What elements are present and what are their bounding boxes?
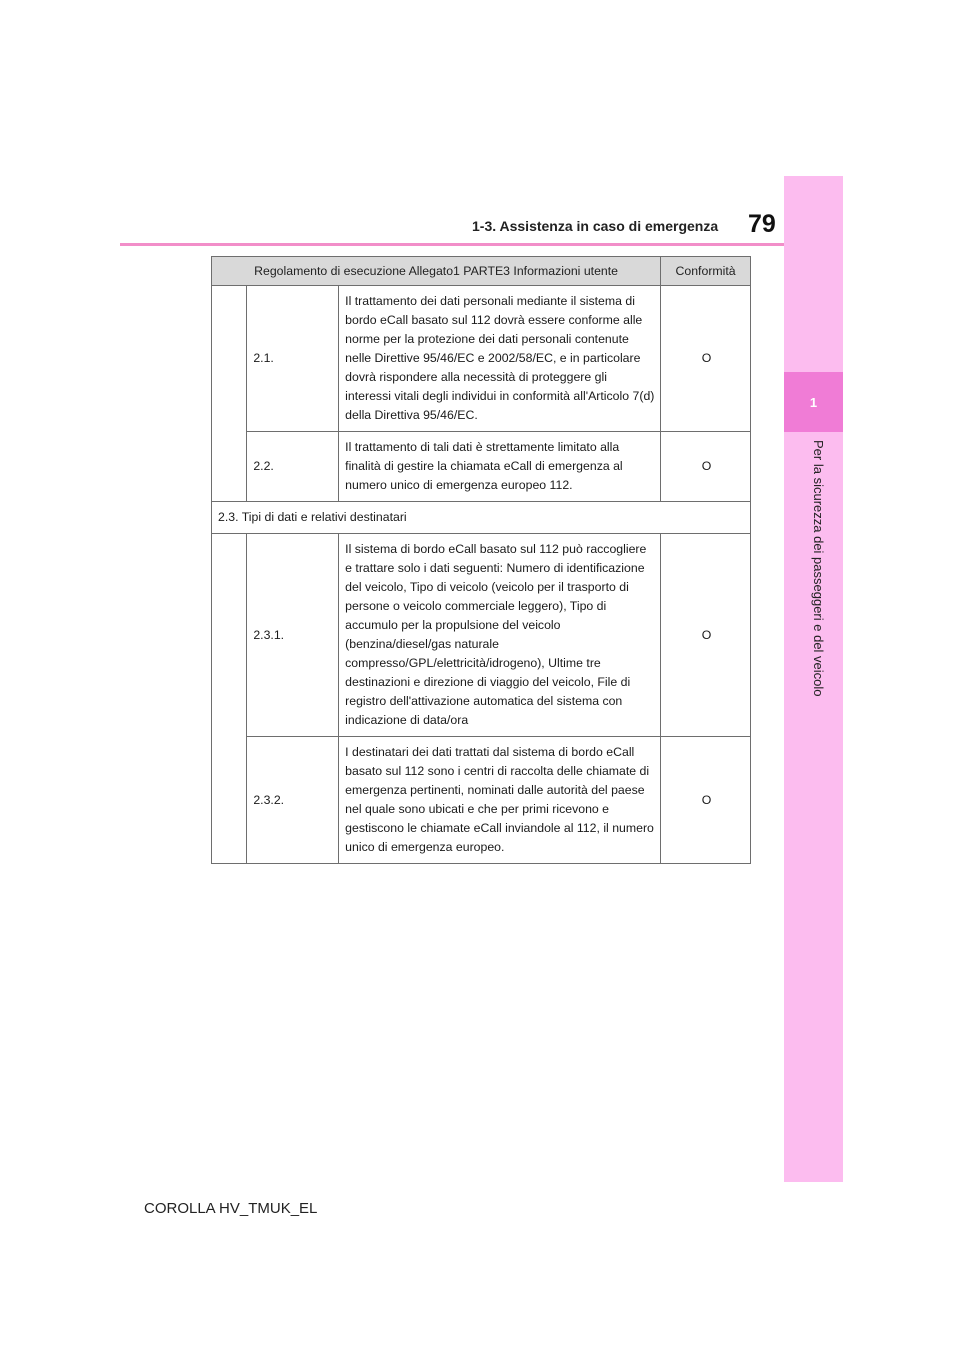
row-description: Il trattamento di tali dati è strettamente limitato alla finalità di gestire la chiamata eCall di emergenza al numero unico di emergenza europeo 112. — [339, 432, 661, 502]
indent-cell — [212, 286, 247, 502]
section-heading: 2.3. Tipi di dati e relativi destinatari — [212, 502, 751, 534]
table-row — [212, 534, 751, 737]
column-header-conformity: Conformità — [661, 257, 751, 286]
table-header-row — [212, 257, 751, 286]
row-number: 2.1. — [247, 286, 339, 432]
indent-cell — [212, 534, 247, 864]
row-number: 2.2. — [247, 432, 339, 502]
row-number: 2.3.1. — [247, 534, 339, 737]
column-header-regulation: Regolamento di esecuzione Allegato1 PARTE3 Informazioni utente — [212, 257, 661, 286]
row-conformity: O — [661, 534, 751, 737]
row-description: Il sistema di bordo eCall basato sul 112 può raccogliere e trattare solo i dati seguenti: Numero di identificazione del veicolo, Tipo di veicolo (veicolo per il trasporto di persone o veicolo commerciale leggero), Tipo di accumulo per la propulsione del veicolo (benzina/diesel/gas naturale compresso/GPL/elettricità/idrogeno), Ultime tre destinazioni e direzione di viaggio del veicolo, File di registro dell'attivazione automatica del sistema con indicazione di data/ora — [339, 534, 661, 737]
row-description: I destinatari dei dati trattati dal sistema di bordo eCall basato sul 112 sono i centri di raccolta delle chiamate di emergenza pertinenti, nominati dalle autorità del paese nel quale sono ubicati e che per primi ricevono e gestiscono le chiamate eCall inviandole al 112, il numero unico di emergenza europeo. — [339, 737, 661, 864]
row-conformity: O — [661, 286, 751, 432]
page-number: 79 — [748, 210, 776, 238]
row-number: 2.3.2. — [247, 737, 339, 864]
chapter-label: Per la sicurezza dei passeggeri e del veicolo — [811, 440, 826, 697]
chapter-number-tab: 1 — [784, 372, 843, 432]
table-row — [212, 737, 751, 864]
table-row — [212, 286, 751, 432]
row-description: Il trattamento dei dati personali mediante il sistema di bordo eCall basato sul 112 dovrà essere conforme alle norme per la protezione dei dati personali contenute nelle Direttive 95/46/EC e 2002/58/EC, e in particolare dovrà rispondere alla necessità di proteggere gli interessi vitali degli individui in conformità all'Articolo 7(d) della Direttiva 95/46/EC. — [339, 286, 661, 432]
row-conformity: O — [661, 432, 751, 502]
document-id: COROLLA HV_TMUK_EL — [144, 1200, 318, 1217]
regulation-table — [211, 256, 751, 864]
table-section-row — [212, 502, 751, 534]
row-conformity: O — [661, 737, 751, 864]
section-title: 1-3. Assistenza in caso di emergenza — [472, 218, 719, 234]
header-rule — [120, 243, 784, 246]
table-row — [212, 432, 751, 502]
